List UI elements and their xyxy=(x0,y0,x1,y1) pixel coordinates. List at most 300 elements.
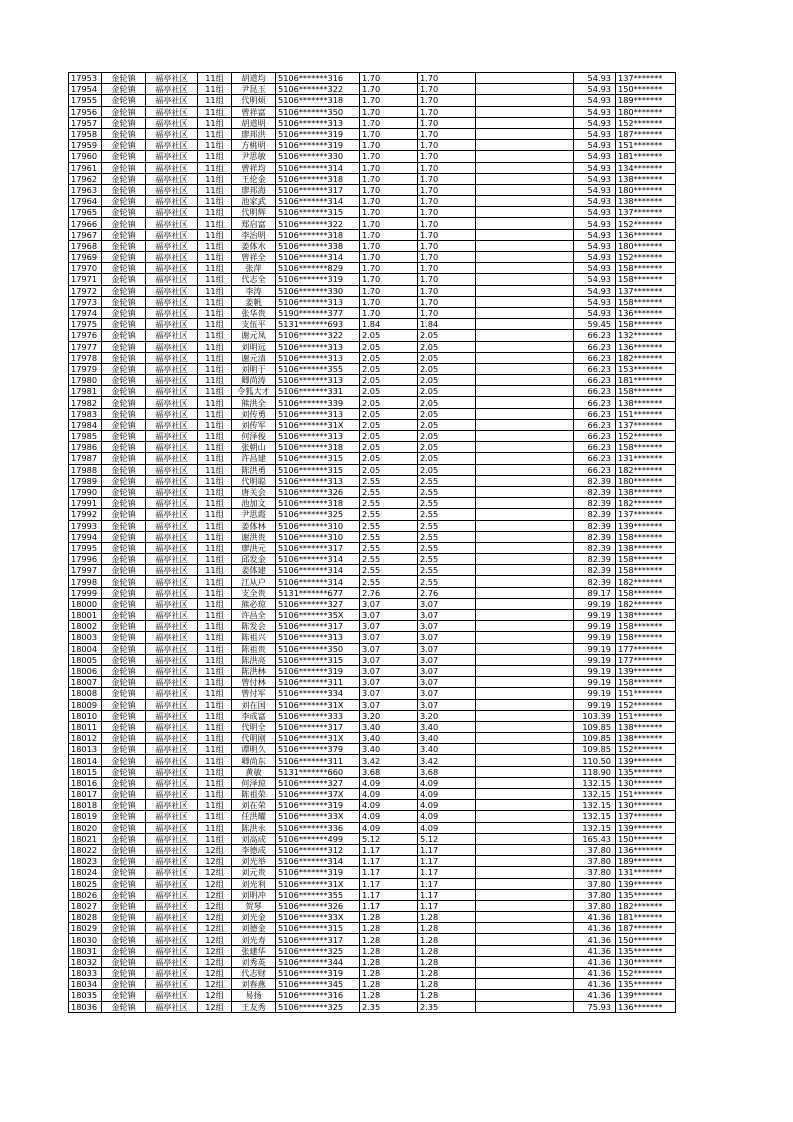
phone-cell: 158******* xyxy=(616,442,676,453)
amount-cell: 82.39 xyxy=(574,576,616,587)
area-cell: 1.17 xyxy=(360,900,418,911)
amount-cell: 54.93 xyxy=(574,128,616,139)
phone-cell: 139******* xyxy=(616,665,676,676)
table-row xyxy=(69,218,676,229)
phone-cell: 150******* xyxy=(616,84,676,95)
row-number: 17962 xyxy=(69,173,102,184)
group-cell: 12组 xyxy=(198,923,232,934)
amount-cell: 54.93 xyxy=(574,173,616,184)
phone-cell: 138******* xyxy=(616,173,676,184)
phone-cell: 130******* xyxy=(616,800,676,811)
blank-cell xyxy=(476,789,574,800)
row-number: 17997 xyxy=(69,565,102,576)
amount-cell: 82.39 xyxy=(574,531,616,542)
group-cell: 11组 xyxy=(198,453,232,464)
group-cell: 12组 xyxy=(198,956,232,967)
area-confirmed-cell: 1.28 xyxy=(418,934,476,945)
id-number-cell: 5106*******310 xyxy=(276,531,360,542)
row-number: 17971 xyxy=(69,274,102,285)
name-cell: 曾祥全 xyxy=(232,252,276,263)
area-confirmed-cell: 2.35 xyxy=(418,1001,476,1012)
area-confirmed-cell: 1.28 xyxy=(418,945,476,956)
group-cell: 11组 xyxy=(198,386,232,397)
name-cell: 支伍平 xyxy=(232,319,276,330)
area-cell: 4.09 xyxy=(360,822,418,833)
area-confirmed-cell: 2.05 xyxy=(418,352,476,363)
id-number-cell: 5106*******318 xyxy=(276,442,360,453)
group-cell: 12组 xyxy=(198,844,232,855)
area-confirmed-cell: 2.05 xyxy=(418,431,476,442)
name-cell: 易扬 xyxy=(232,990,276,1001)
id-number-cell: 5106*******315 xyxy=(276,207,360,218)
amount-cell: 54.93 xyxy=(574,285,616,296)
group-cell: 11组 xyxy=(198,431,232,442)
row-number: 17977 xyxy=(69,341,102,352)
area-cell: 2.05 xyxy=(360,442,418,453)
phone-cell: 158******* xyxy=(616,296,676,307)
community-cell: 福亭社区 xyxy=(146,330,198,341)
community-cell: 福亭社区 xyxy=(146,419,198,430)
table-row xyxy=(69,889,676,900)
name-cell: 邱发金 xyxy=(232,554,276,565)
group-cell: 12组 xyxy=(198,889,232,900)
community-cell: 福亭社区 xyxy=(146,184,198,195)
row-number: 18031 xyxy=(69,945,102,956)
row-number: 17991 xyxy=(69,498,102,509)
group-cell: 11组 xyxy=(198,408,232,419)
area-cell: 2.55 xyxy=(360,520,418,531)
phone-cell: 130******* xyxy=(616,956,676,967)
group-cell: 11组 xyxy=(198,464,232,475)
id-number-cell: 5106*******355 xyxy=(276,363,360,374)
phone-cell: 182******* xyxy=(616,598,676,609)
id-number-cell: 5106*******31X xyxy=(276,419,360,430)
blank-cell xyxy=(476,856,574,867)
area-confirmed-cell: 3.07 xyxy=(418,621,476,632)
community-cell: 福亭社区 xyxy=(146,598,198,609)
name-cell: 谢元清 xyxy=(232,352,276,363)
row-number: 18011 xyxy=(69,721,102,732)
community-cell: 福亭社区 xyxy=(146,252,198,263)
group-cell: 11组 xyxy=(198,397,232,408)
name-cell: 李涛 xyxy=(232,285,276,296)
community-cell: 福亭社区 xyxy=(146,375,198,386)
phone-cell: 181******* xyxy=(616,151,676,162)
town-cell: 金轮镇 xyxy=(102,229,146,240)
town-cell: 金轮镇 xyxy=(102,196,146,207)
town-cell: 金轮镇 xyxy=(102,900,146,911)
amount-cell: 66.23 xyxy=(574,352,616,363)
phone-cell: 152******* xyxy=(616,699,676,710)
blank-cell xyxy=(476,643,574,654)
area-cell: 3.07 xyxy=(360,654,418,665)
group-cell: 11组 xyxy=(198,341,232,352)
community-cell: 福亭社区 xyxy=(146,307,198,318)
row-number: 17965 xyxy=(69,207,102,218)
row-number: 18006 xyxy=(69,665,102,676)
area-cell: 1.70 xyxy=(360,307,418,318)
row-number: 18004 xyxy=(69,643,102,654)
id-number-cell: 5106*******330 xyxy=(276,151,360,162)
name-cell: 刘元贵 xyxy=(232,867,276,878)
blank-cell xyxy=(476,654,574,665)
phone-cell: 189******* xyxy=(616,856,676,867)
name-cell: 刘光利 xyxy=(232,878,276,889)
name-cell: 刘明冲 xyxy=(232,889,276,900)
blank-cell xyxy=(476,307,574,318)
amount-cell: 99.19 xyxy=(574,654,616,665)
area-confirmed-cell: 1.70 xyxy=(418,106,476,117)
area-confirmed-cell: 1.70 xyxy=(418,252,476,263)
name-cell: 尹昆玉 xyxy=(232,84,276,95)
town-cell: 金轮镇 xyxy=(102,140,146,151)
name-cell: 陈祖荣 xyxy=(232,789,276,800)
row-number: 17979 xyxy=(69,363,102,374)
community-cell: 福亭社区 xyxy=(146,140,198,151)
area-confirmed-cell: 2.55 xyxy=(418,509,476,520)
blank-cell xyxy=(476,419,574,430)
name-cell: 刘高成 xyxy=(232,833,276,844)
id-number-cell: 5131*******677 xyxy=(276,587,360,598)
row-number: 17961 xyxy=(69,162,102,173)
row-number: 17968 xyxy=(69,240,102,251)
table-row xyxy=(69,878,676,889)
area-cell: 1.70 xyxy=(360,184,418,195)
id-number-cell: 5106*******314 xyxy=(276,554,360,565)
name-cell: 谢元凤 xyxy=(232,330,276,341)
name-cell: 江从户 xyxy=(232,576,276,587)
table-row xyxy=(69,464,676,475)
amount-cell: 41.36 xyxy=(574,990,616,1001)
row-number: 18029 xyxy=(69,923,102,934)
area-cell: 1.70 xyxy=(360,207,418,218)
blank-cell xyxy=(476,162,574,173)
area-cell: 2.76 xyxy=(360,587,418,598)
phone-cell: 137******* xyxy=(616,811,676,822)
name-cell: 任洪耀 xyxy=(232,811,276,822)
table-row xyxy=(69,554,676,565)
phone-cell: 136******* xyxy=(616,844,676,855)
town-cell: 金轮镇 xyxy=(102,431,146,442)
name-cell: 刘在荣 xyxy=(232,800,276,811)
row-number: 18007 xyxy=(69,677,102,688)
community-cell: 福亭社区 xyxy=(146,509,198,520)
area-cell: 1.28 xyxy=(360,912,418,923)
town-cell: 金轮镇 xyxy=(102,252,146,263)
blank-cell xyxy=(476,263,574,274)
id-number-cell: 5106*******829 xyxy=(276,263,360,274)
community-cell: 福亭社区 xyxy=(146,643,198,654)
id-number-cell: 5106*******326 xyxy=(276,486,360,497)
community-cell: 福亭社区 xyxy=(146,900,198,911)
table-row xyxy=(69,856,676,867)
area-confirmed-cell: 1.70 xyxy=(418,184,476,195)
row-number: 17964 xyxy=(69,196,102,207)
id-number-cell: 5106*******315 xyxy=(276,464,360,475)
community-cell: 福亭社区 xyxy=(146,319,198,330)
phone-cell: 152******* xyxy=(616,968,676,979)
area-cell: 2.55 xyxy=(360,509,418,520)
table-row xyxy=(69,442,676,453)
community-cell: 福亭社区 xyxy=(146,878,198,889)
row-number: 18020 xyxy=(69,822,102,833)
community-cell: 福亭社区 xyxy=(146,229,198,240)
phone-cell: 131******* xyxy=(616,867,676,878)
town-cell: 金轮镇 xyxy=(102,184,146,195)
amount-cell: 82.39 xyxy=(574,486,616,497)
blank-cell xyxy=(476,800,574,811)
amount-cell: 66.23 xyxy=(574,397,616,408)
area-confirmed-cell: 3.40 xyxy=(418,721,476,732)
area-cell: 3.07 xyxy=(360,677,418,688)
phone-cell: 182******* xyxy=(616,900,676,911)
name-cell: 池加文 xyxy=(232,498,276,509)
amount-cell: 89.17 xyxy=(574,587,616,598)
id-number-cell: 5106*******355 xyxy=(276,889,360,900)
table-row xyxy=(69,229,676,240)
id-number-cell: 5106*******316 xyxy=(276,73,360,84)
area-confirmed-cell: 2.55 xyxy=(418,542,476,553)
name-cell: 王伦金 xyxy=(232,173,276,184)
name-cell: 刘光举 xyxy=(232,856,276,867)
area-confirmed-cell: 1.28 xyxy=(418,990,476,1001)
row-number: 18025 xyxy=(69,878,102,889)
town-cell: 金轮镇 xyxy=(102,654,146,665)
name-cell: 唐关会 xyxy=(232,486,276,497)
area-cell: 1.17 xyxy=(360,867,418,878)
row-number: 17986 xyxy=(69,442,102,453)
blank-cell xyxy=(476,688,574,699)
area-confirmed-cell: 1.70 xyxy=(418,84,476,95)
area-cell: 1.28 xyxy=(360,956,418,967)
id-number-cell: 5106*******325 xyxy=(276,1001,360,1012)
blank-cell xyxy=(476,822,574,833)
community-cell: 福亭社区 xyxy=(146,498,198,509)
id-number-cell: 5106*******322 xyxy=(276,218,360,229)
community-cell: 福亭社区 xyxy=(146,73,198,84)
blank-cell xyxy=(476,319,574,330)
table-row xyxy=(69,453,676,464)
phone-cell: 158******* xyxy=(616,565,676,576)
area-cell: 3.40 xyxy=(360,744,418,755)
row-number: 18003 xyxy=(69,632,102,643)
community-cell: 福亭社区 xyxy=(146,699,198,710)
town-cell: 金轮镇 xyxy=(102,867,146,878)
area-cell: 1.17 xyxy=(360,856,418,867)
table-row xyxy=(69,341,676,352)
area-cell: 3.40 xyxy=(360,721,418,732)
blank-cell xyxy=(476,117,574,128)
table-row xyxy=(69,419,676,430)
group-cell: 11组 xyxy=(198,587,232,598)
community-cell: 福亭社区 xyxy=(146,654,198,665)
table-row xyxy=(69,73,676,84)
id-number-cell: 5106*******313 xyxy=(276,352,360,363)
area-cell: 3.07 xyxy=(360,598,418,609)
row-number: 18010 xyxy=(69,710,102,721)
phone-cell: 138******* xyxy=(616,486,676,497)
amount-cell: 66.23 xyxy=(574,341,616,352)
id-number-cell: 5106*******313 xyxy=(276,632,360,643)
town-cell: 金轮镇 xyxy=(102,498,146,509)
name-cell: 曾祥富 xyxy=(232,106,276,117)
name-cell: 李德成 xyxy=(232,844,276,855)
table-row xyxy=(69,744,676,755)
name-cell: 代明烦 xyxy=(232,95,276,106)
row-number: 18009 xyxy=(69,699,102,710)
name-cell: 张朝山 xyxy=(232,442,276,453)
area-confirmed-cell: 2.05 xyxy=(418,363,476,374)
table-row xyxy=(69,733,676,744)
id-number-cell: 5106*******344 xyxy=(276,956,360,967)
phone-cell: 137******* xyxy=(616,207,676,218)
phone-cell: 158******* xyxy=(616,554,676,565)
phone-cell: 151******* xyxy=(616,789,676,800)
blank-cell xyxy=(476,878,574,889)
name-cell: 贺琴 xyxy=(232,900,276,911)
area-confirmed-cell: 1.70 xyxy=(418,229,476,240)
group-cell: 11组 xyxy=(198,677,232,688)
town-cell: 金轮镇 xyxy=(102,565,146,576)
area-cell: 3.68 xyxy=(360,766,418,777)
row-number: 18000 xyxy=(69,598,102,609)
area-cell: 1.70 xyxy=(360,218,418,229)
id-number-cell: 5106*******319 xyxy=(276,274,360,285)
table-row xyxy=(69,979,676,990)
phone-cell: 138******* xyxy=(616,733,676,744)
row-number: 17985 xyxy=(69,431,102,442)
table-row xyxy=(69,296,676,307)
area-confirmed-cell: 4.09 xyxy=(418,789,476,800)
amount-cell: 54.93 xyxy=(574,307,616,318)
amount-cell: 66.23 xyxy=(574,442,616,453)
community-cell: 福亭社区 xyxy=(146,576,198,587)
group-cell: 11组 xyxy=(198,542,232,553)
town-cell: 金轮镇 xyxy=(102,531,146,542)
blank-cell xyxy=(476,777,574,788)
table-row xyxy=(69,688,676,699)
amount-cell: 66.23 xyxy=(574,408,616,419)
id-number-cell: 5106*******345 xyxy=(276,979,360,990)
name-cell: 张建华 xyxy=(232,945,276,956)
group-cell: 11组 xyxy=(198,833,232,844)
town-cell: 金轮镇 xyxy=(102,296,146,307)
table-row xyxy=(69,968,676,979)
name-cell: 姜帆 xyxy=(232,296,276,307)
area-cell: 2.55 xyxy=(360,531,418,542)
community-cell: 福亭社区 xyxy=(146,632,198,643)
row-number: 17989 xyxy=(69,475,102,486)
amount-cell: 110.50 xyxy=(574,755,616,766)
group-cell: 11组 xyxy=(198,576,232,587)
phone-cell: 180******* xyxy=(616,106,676,117)
name-cell: 代明刚 xyxy=(232,733,276,744)
row-number: 18035 xyxy=(69,990,102,1001)
name-cell: 黄敏 xyxy=(232,766,276,777)
blank-cell xyxy=(476,811,574,822)
community-cell: 福亭社区 xyxy=(146,610,198,621)
name-cell: 张萍 xyxy=(232,263,276,274)
id-number-cell: 5106*******313 xyxy=(276,375,360,386)
id-number-cell: 5106*******326 xyxy=(276,900,360,911)
name-cell: 陈洪亮 xyxy=(232,654,276,665)
community-cell: 福亭社区 xyxy=(146,800,198,811)
row-number: 17963 xyxy=(69,184,102,195)
town-cell: 金轮镇 xyxy=(102,610,146,621)
community-cell: 福亭社区 xyxy=(146,721,198,732)
area-confirmed-cell: 3.07 xyxy=(418,654,476,665)
group-cell: 11组 xyxy=(198,822,232,833)
group-cell: 11组 xyxy=(198,688,232,699)
amount-cell: 54.93 xyxy=(574,218,616,229)
town-cell: 金轮镇 xyxy=(102,341,146,352)
blank-cell xyxy=(476,844,574,855)
table-row xyxy=(69,240,676,251)
id-number-cell: 5106*******339 xyxy=(276,397,360,408)
town-cell: 金轮镇 xyxy=(102,833,146,844)
amount-cell: 66.23 xyxy=(574,419,616,430)
group-cell: 12组 xyxy=(198,979,232,990)
area-cell: 3.07 xyxy=(360,621,418,632)
town-cell: 金轮镇 xyxy=(102,923,146,934)
group-cell: 11组 xyxy=(198,106,232,117)
area-cell: 1.17 xyxy=(360,878,418,889)
group-cell: 11组 xyxy=(198,789,232,800)
area-confirmed-cell: 1.17 xyxy=(418,889,476,900)
table-row xyxy=(69,252,676,263)
row-number: 18014 xyxy=(69,755,102,766)
community-cell: 福亭社区 xyxy=(146,218,198,229)
area-cell: 1.28 xyxy=(360,923,418,934)
group-cell: 11组 xyxy=(198,744,232,755)
amount-cell: 54.93 xyxy=(574,252,616,263)
table-row xyxy=(69,654,676,665)
group-cell: 11组 xyxy=(198,721,232,732)
community-cell: 福亭社区 xyxy=(146,554,198,565)
phone-cell: 150******* xyxy=(616,934,676,945)
area-cell: 1.28 xyxy=(360,990,418,1001)
community-cell: 福亭社区 xyxy=(146,1001,198,1012)
phone-cell: 182******* xyxy=(616,576,676,587)
area-cell: 1.70 xyxy=(360,117,418,128)
blank-cell xyxy=(476,990,574,1001)
name-cell: 代明辉 xyxy=(232,207,276,218)
phone-cell: 139******* xyxy=(616,822,676,833)
town-cell: 金轮镇 xyxy=(102,486,146,497)
row-number: 17995 xyxy=(69,542,102,553)
id-number-cell: 5106*******33X xyxy=(276,811,360,822)
town-cell: 金轮镇 xyxy=(102,912,146,923)
row-number: 18008 xyxy=(69,688,102,699)
community-cell: 福亭社区 xyxy=(146,442,198,453)
area-confirmed-cell: 1.70 xyxy=(418,218,476,229)
table-row xyxy=(69,263,676,274)
name-cell: 代志财 xyxy=(232,968,276,979)
id-number-cell: 5106*******319 xyxy=(276,800,360,811)
area-cell: 3.07 xyxy=(360,699,418,710)
table-row xyxy=(69,643,676,654)
area-confirmed-cell: 3.07 xyxy=(418,643,476,654)
community-cell: 福亭社区 xyxy=(146,285,198,296)
id-number-cell: 5106*******317 xyxy=(276,542,360,553)
area-confirmed-cell: 1.17 xyxy=(418,856,476,867)
town-cell: 金轮镇 xyxy=(102,117,146,128)
area-cell: 1.28 xyxy=(360,945,418,956)
phone-cell: 139******* xyxy=(616,990,676,1001)
id-number-cell: 5106*******317 xyxy=(276,184,360,195)
phone-cell: 136******* xyxy=(616,341,676,352)
blank-cell xyxy=(476,1001,574,1012)
